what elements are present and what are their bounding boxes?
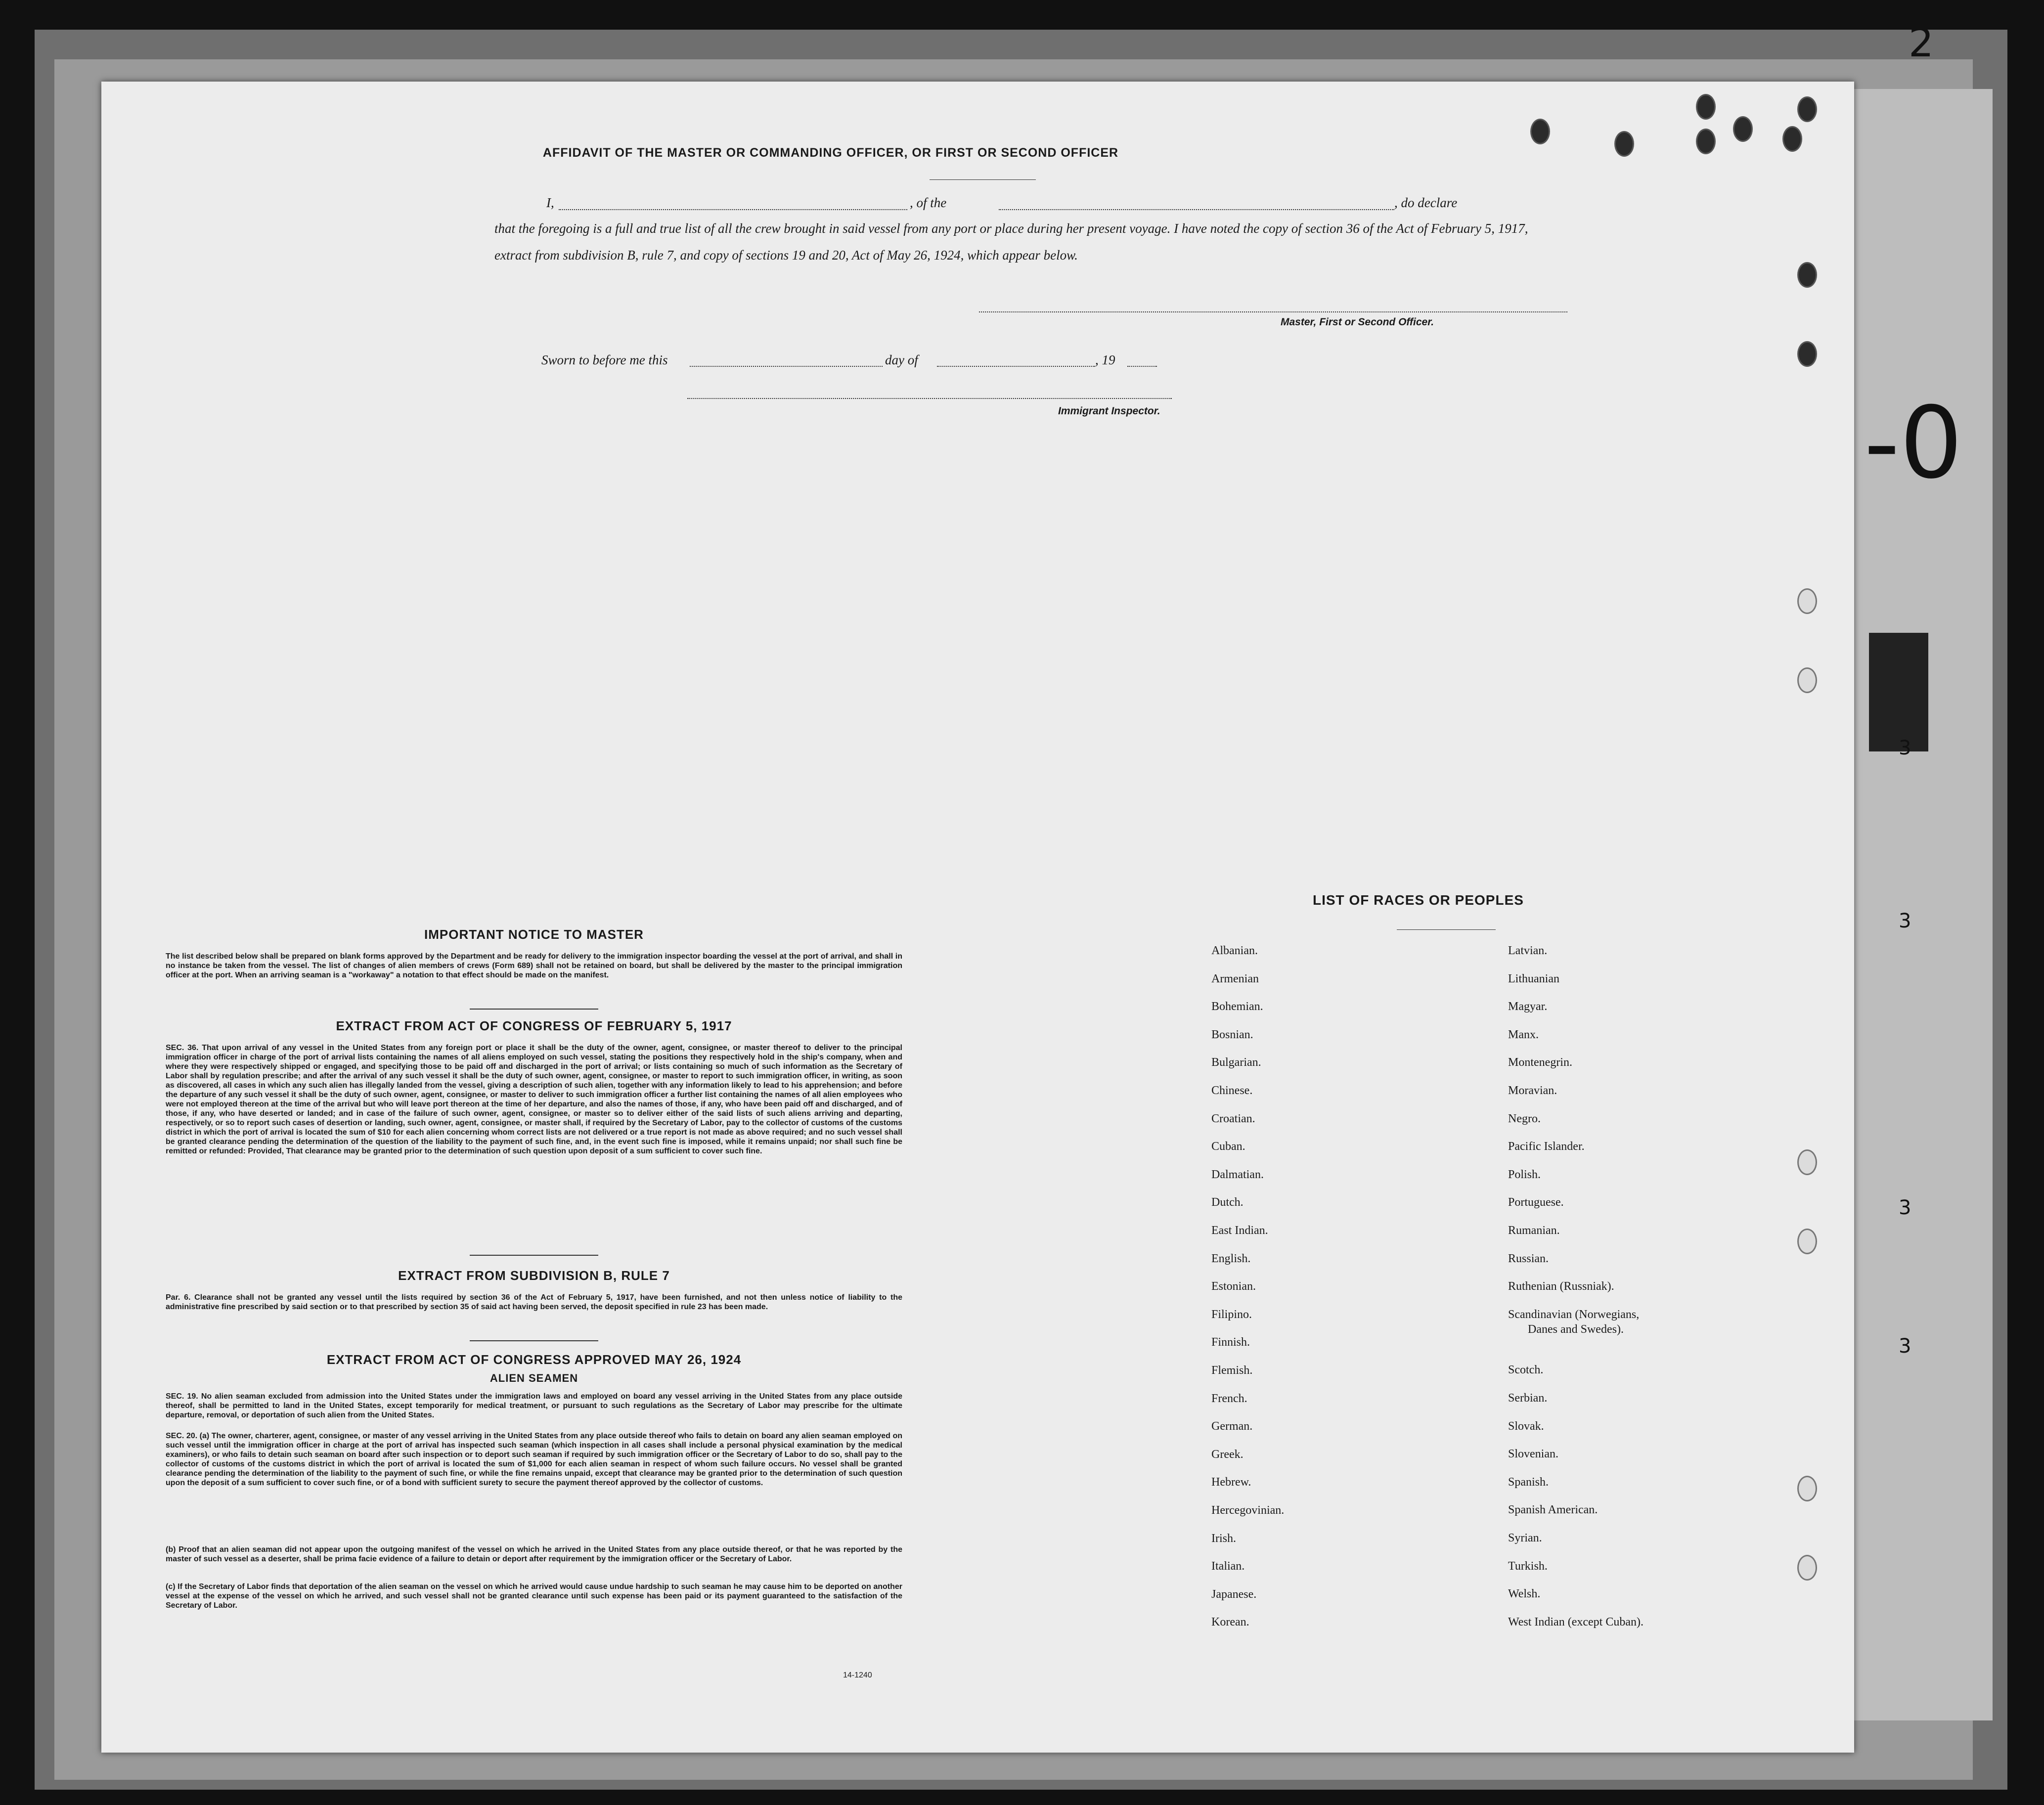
race-item: Filipino. [1211,1308,1252,1321]
race-item: Estonian. [1211,1280,1256,1293]
race-item: Armenian [1211,972,1259,985]
inspector-signature-field[interactable] [687,398,1172,399]
race-item: Montenegrin. [1508,1056,1572,1069]
binder-hole [1733,116,1753,142]
binder-hole [1797,588,1817,614]
race-item: Dutch. [1211,1196,1244,1209]
handwritten-corner-mark: 2 [1909,20,1934,66]
affiant-name-label: I, [546,195,554,210]
tab-mark: 3 [1899,910,1911,932]
binder-hole [1797,1229,1817,1254]
master-signature-label: Master, First or Second Officer. [1281,316,1434,328]
race-item: Bosnian. [1211,1028,1253,1041]
race-item: Ruthenian (Russniak). [1508,1280,1614,1293]
binder-hole [1797,262,1817,288]
binder-hole [1797,1555,1817,1581]
sworn-label: Sworn to before me this [541,352,668,367]
race-item: Manx. [1508,1028,1539,1041]
race-item: Chinese. [1211,1084,1253,1097]
race-item: Irish. [1211,1532,1236,1545]
binder-hole [1797,1476,1817,1501]
master-signature-field[interactable] [979,311,1567,312]
binder-hole [1696,94,1716,120]
race-item: Welsh. [1508,1587,1541,1601]
form-number: 14-1240 [843,1671,872,1679]
race-item: Pacific Islander. [1508,1140,1585,1153]
race-item: Spanish American. [1508,1503,1598,1517]
notice-title: IMPORTANT NOTICE TO MASTER [424,927,644,942]
sworn-year-field[interactable] [1127,366,1157,367]
binder-hole [1696,129,1716,154]
day-of-label: day of [885,352,918,367]
race-item: Spanish. [1508,1475,1549,1489]
race-item: Rumanian. [1508,1224,1560,1237]
race-item: Italian. [1211,1560,1245,1573]
race-item: Polish. [1508,1168,1541,1181]
race-item: Dalmatian. [1211,1168,1264,1181]
race-item: Russian. [1508,1252,1549,1265]
race-item: Finnish. [1211,1336,1250,1349]
sworn-day-field[interactable] [690,366,883,367]
declare-label: , do declare [1394,195,1458,210]
race-item: Latvian. [1508,944,1548,957]
race-item: Portuguese. [1508,1196,1564,1209]
rule7-text: Par. 6. Clearance shall not be granted any vessel until the lists required by section 36 of the Act of February 5, 1917, have been furnished, and not then unless notice of liability to the administrative fine prescribed by said section or to that prescribed by section 35 of said act having been served, the deposit specified in rule 23 has been made. [166,1293,902,1311]
race-item: Slovak. [1508,1419,1544,1433]
divider [930,179,1036,180]
affidavit-title: AFFIDAVIT OF THE MASTER OR COMMANDING OFFICER, OR FIRST OR SECOND OFFICER [542,146,1119,160]
race-item: Bulgarian. [1211,1056,1261,1069]
extract-1917-text: SEC. 36. That upon arrival of any vessel in the United States from any foreign port or place it shall be the duty of the owner, agent, consignee, or master thereof to deliver to the principal immigration officer in charge of the port of arrival lists containing the names of all aliens employed on such vessel, stating the positions they respectively hold in the ship's company, when and where they were respectively shipped or engaged, and specifying those to be paid off and discharged in the port of arrival; or lists containing so much of such information as the Secretary of Labor shall by regulation prescribe; and after the arrival of any such vessel it shall be the duty of such owner, agent, consignee, or master to report to such immigration officer, in writing, as soon as discovered, all cases in which any such alien has illegally landed from the vessel, giving a description of such alien, together with any information likely to lead to his apprehension; and before the departure of any such vessel it shall be the duty of such owner, agent, consignee, or master to deliver to such immigration officer a further list containing the names of all alien employees who were not employed thereon at the time of the arrival but who will leave port thereon at the time of her departure, and also the names of those, if any, who have been paid off and discharged, and of those, if any, who have deserted or landed; and in case of the failure of such owner, agent, consignee, or master so to deliver either of the said lists of such aliens arriving and departing, respectively, or so to report such cases of desertion or landing, such owner, agent, consignee, or master shall, if required by the Secretary of Labor, pay to the collector of customs of the customs district in which the port of arrival is located the sum of $10 for each alien concerning whom correct lists are not delivered or a true report is not made as above required; and no such vessel shall be granted clearance pending the determination of the question of the liability to the payment of such fine, and, in the event such fine is imposed, while it remains unpaid; nor shall such fine be remitted or refunded: Provided, That clearance may be granted prior to the determination of such question upon deposit of a sum sufficient to cover such fine. [166,1044,902,1155]
notice-text: The list described below shall be prepared on blank forms approved by the Department and be ready for delivery to the immigration inspector boarding the vessel at the port of arrival, and shall in no instance be taken from the vessel. The list of changes of alien members of crews (Form 689) shall not be retained on board, but shall be delivered by the master to the principal immigration officer at the port. When an arriving seaman is a "workaway" a notation to that effect should be made on the manifest. [166,952,902,979]
race-item: Slovenian. [1508,1448,1558,1461]
binder-hole [1530,119,1550,144]
rule7-title: EXTRACT FROM SUBDIVISION B, RULE 7 [398,1268,670,1283]
race-item: West Indian (except Cuban). [1508,1615,1644,1629]
affiant-name-field[interactable] [559,209,907,210]
divider [470,1009,598,1010]
affidavit-body: that the foregoing is a full and true list of all the crew brought in said vessel from any port or place during her present voyage. I have noted the copy of section 36 of the Act of February 5, 1917, extract from subdivision B, rule 7, and copy of sections 19 and 20, Act of May 26, 1924, which appear below. [494,221,1528,263]
alien-seamen-subtitle: ALIEN SEAMEN [489,1372,578,1384]
vessel-name-field[interactable] [999,209,1394,210]
tab-mark: 3 [1899,1196,1911,1219]
extract-1917-title: EXTRACT FROM ACT OF CONGRESS OF FEBRUARY 5, 1917 [336,1018,732,1033]
race-item: Negro. [1508,1112,1541,1125]
race-item: French. [1211,1392,1247,1405]
race-item: Korean. [1211,1616,1249,1629]
tab-mark: 3 [1899,1335,1911,1358]
divider [470,1255,598,1256]
manifest-back-page [101,82,1854,1753]
binder-hole [1782,126,1802,152]
sec-20c-text: (c) If the Secretary of Labor finds that deportation of the alien seaman on the vessel on which he arrived would cause undue hardship to such seaman he may cause him to be deported on another vessel at the expense of the vessel on which he arrived, and such vessel shall not be granted clearance until such expense has been paid or its payment guaranteed to the satisfaction of the Secretary of Labor. [166,1583,902,1610]
race-item: Cuban. [1211,1140,1245,1153]
race-item: East Indian. [1211,1224,1268,1237]
race-item: Moravian. [1508,1084,1557,1097]
race-item: Albanian. [1211,944,1258,957]
inspector-signature-label: Immigrant Inspector. [1058,405,1160,417]
year-label: , 19 [1095,352,1115,367]
divider [470,1340,598,1341]
binder-hole [1797,1149,1817,1175]
race-item: Turkish. [1508,1559,1548,1573]
sec-20b-text: (b) Proof that an alien seaman did not appear upon the outgoing manifest of the vessel on which he arrived in the United States from any place outside thereof, or that he was reported by the master of such vessel as a deserter, shall be prima facie evidence of a failure to detain or deport after requirement by the immigration officer or the Secretary of Labor. [166,1545,902,1563]
race-item: Bohemian. [1211,1000,1263,1013]
sec-20a-text: SEC. 20. (a) The owner, charterer, agent, consignee, or master of any vessel arriving in the United States from any place outside thereof who fails to detain on board any alien seaman employed on such vessel until the immigration officer in charge at the port of arrival has inspected such seaman (which inspection in all cases shall include a personal physical examination by the medical examiners), or who fails to detain such seaman on board after such inspection or to deport such seaman if required by such immigration officer or the Secretary of Labor to do so, shall pay to the collector of customs of the customs district in which the port of arrival is located the sum of $1,000 for each alien seaman in respect of whom such failure occurs. No vessel shall be granted clearance pending the determination of the liability to the payment of such fine, or while the fine remains unpaid, except that clearance may be granted prior to the determination of such question upon the deposit of a sum sufficient to cover such fine, or of a bond with sufficient surety to secure the payment thereof approved by the collector of customs. [166,1432,902,1487]
race-item: German. [1211,1420,1253,1433]
race-item: Japanese. [1211,1587,1257,1601]
race-item: Scotch. [1508,1364,1544,1377]
race-item: Syrian. [1508,1532,1542,1544]
races-title: LIST OF RACES OR PEOPLES [1313,892,1524,908]
binder-hole [1614,131,1634,157]
race-item: Croatian. [1211,1112,1255,1125]
race-item: Danes and Swedes). [1528,1322,1624,1336]
vessel-label: , of the [910,195,947,210]
sworn-month-field[interactable] [937,366,1095,367]
binder-hole [1797,667,1817,693]
background-tab [1869,633,1928,751]
extract-1924-title: EXTRACT FROM ACT OF CONGRESS APPROVED MAY 26, 1924 [326,1352,742,1367]
race-item: English. [1211,1252,1251,1265]
race-item: Hercegovinian. [1211,1504,1285,1517]
sec-19-text: SEC. 19. No alien seaman excluded from admission into the United States under the immigration laws and employed on board any vessel arriving in the United States from any place outside thereof, shall be permitted to land in the United States, except temporarily for medical treatment, or pursuant to such regulations as the Secretary of Labor may prescribe for the ultimate departure, removal, or deportation of such alien from the United States. [166,1392,902,1419]
tab-mark: 3 [1899,737,1911,759]
divider [1397,929,1496,930]
race-item: Lithuanian [1508,972,1559,985]
race-item: Serbian. [1508,1392,1548,1405]
race-item: Hebrew. [1211,1476,1251,1489]
race-item: Flemish. [1211,1364,1253,1377]
handwritten-large-mark: -0 [1864,386,1963,501]
race-item: Scandinavian (Norwegians, [1508,1308,1640,1321]
binder-hole [1797,96,1817,122]
race-item: Greek. [1211,1448,1244,1461]
race-item: Magyar. [1508,1000,1548,1013]
binder-hole [1797,341,1817,367]
